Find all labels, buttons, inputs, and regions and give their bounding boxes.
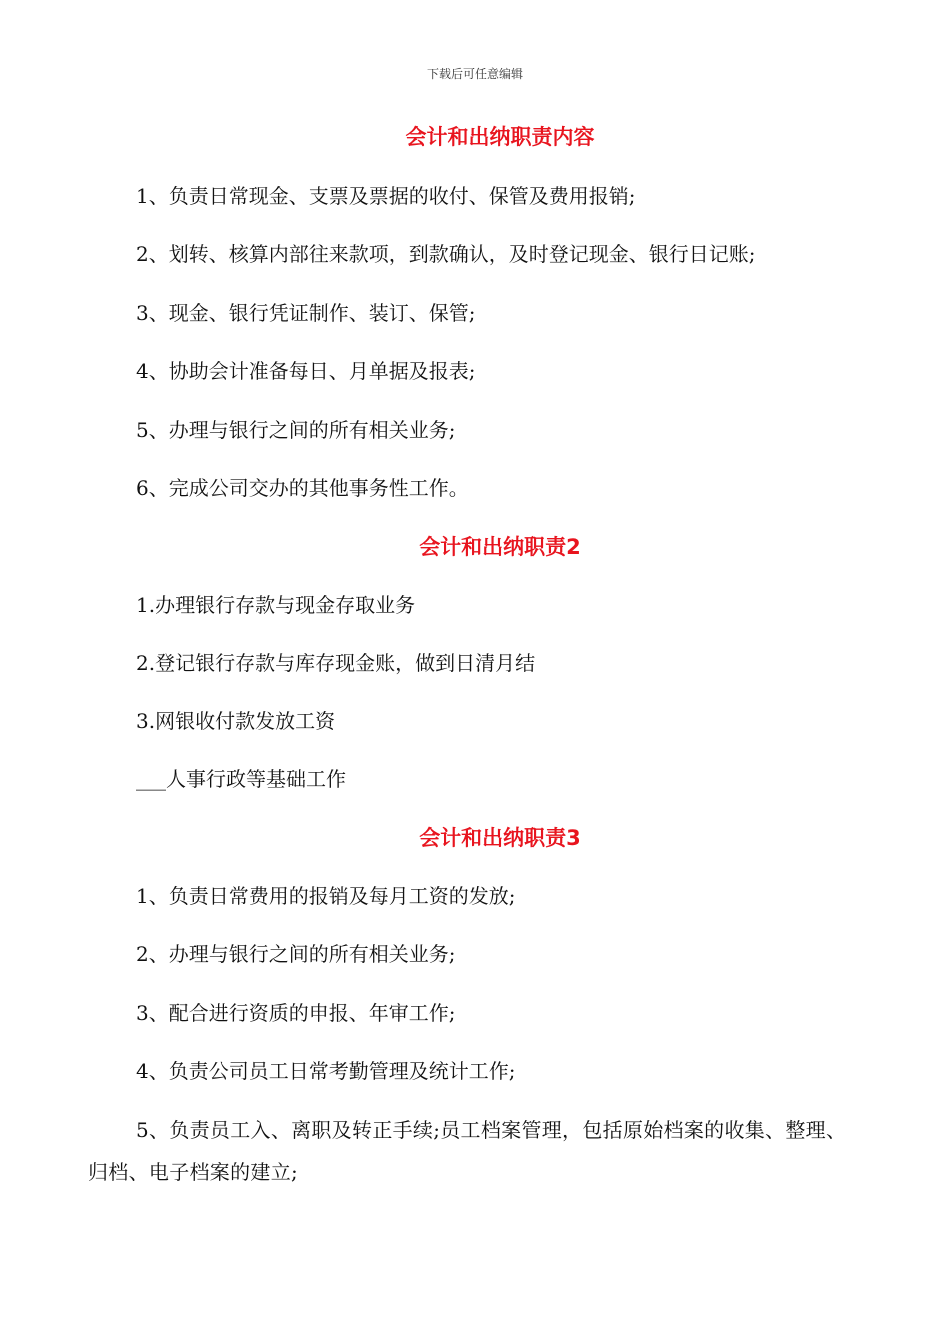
- section-title: 会计和出纳职责3: [419, 826, 581, 850]
- list-item: 2.登记银行存款与库存现金账，做到日清月结: [136, 651, 536, 675]
- list-item: 1、负责日常现金、支票及票据的收付、保管及费用报销;: [136, 184, 636, 208]
- list-item: 2、办理与银行之间的所有相关业务;: [136, 942, 456, 966]
- list-item: 3、配合进行资质的申报、年审工作;: [136, 1001, 456, 1025]
- list-item: 4、协助会计准备每日、月单据及报表;: [136, 359, 476, 383]
- list-item: 5、办理与银行之间的所有相关业务;: [136, 418, 456, 442]
- list-item: 1、负责日常费用的报销及每月工资的发放;: [136, 884, 516, 908]
- list-item: 2、划转、核算内部往来款项，到款确认，及时登记现金、银行日记账;: [136, 242, 756, 266]
- list-item: 1.办理银行存款与现金存取业务: [136, 593, 416, 617]
- section-title: 会计和出纳职责2: [419, 535, 581, 559]
- section-title: 会计和出纳职责内容: [405, 125, 595, 149]
- page-header: 下载后可任意编辑: [426, 67, 523, 81]
- list-item: 4、负责公司员工日常考勤管理及统计工作;: [136, 1059, 516, 1083]
- list-item: ___人事行政等基础工作: [136, 767, 346, 791]
- list-item: 3、现金、银行凭证制作、装订、保管;: [136, 301, 476, 325]
- list-item: 3.网银收付款发放工资: [136, 709, 336, 733]
- list-item: 6、完成公司交办的其他事务性工作。: [136, 476, 469, 500]
- list-item: 5、负责员工入、离职及转正手续;员工档案管理，包括原始档案的收集、整理、归档、电子档案的建立;: [88, 1118, 847, 1184]
